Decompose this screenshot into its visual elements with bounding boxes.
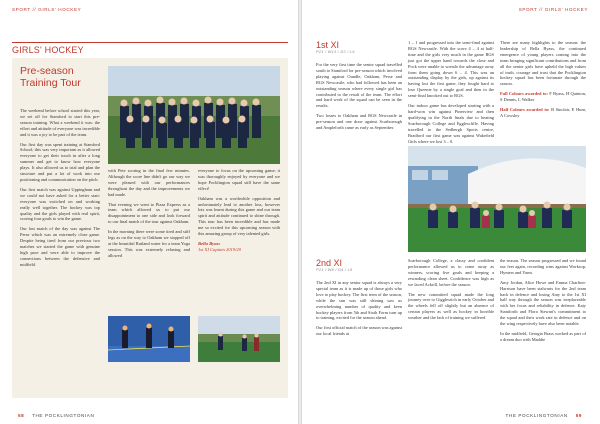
paragraph: Two losses to Oakham and RGS Newcastle in pre-season and one draw against Scarborough and Ampleforth came as early as September. (316, 113, 402, 131)
half-colours-label: Half Colours awarded to: (500, 107, 550, 113)
action-photo-outdoor (198, 316, 280, 362)
paragraph: The 2nd XI in any senior squad is always a very special team as it is made up of those girls who love to play hockey. The first term of the season, while the sun was still shining saw us overwhelming number of quality and keen hockey players from 5th and Sixth Form turn up to training, excited for the season ahead. (316, 280, 402, 321)
paragraph: The new committed squad made the long journey over to Gigglesrich in early October and the wheels fell off slightly but an absence of certain players as well as hockey in horrible weather and the lack of training we suffered (408, 291, 494, 321)
second-xi-header (316, 258, 406, 272)
paragraph: Scarborough College, a classy and confident performance allowed us to come away as winners, scoring five goals and keeping a rewarding clean sheet. Confidence was high as we faced Ackrill, before the season. (408, 258, 494, 287)
second-xi-title: 2nd XI (316, 258, 343, 268)
paragraph: Our indoor game has developed starting with a hard-won win against Pinesview and then qualifying in the North finals due to beating Scarborough College and Egglescliffe. Having travelled to the Sedbergh Sports centre, Bradford our first game was against Wakefield Girls where we lost 3 – 0. (408, 103, 494, 144)
paragraph: Oakham was a worthwhile opposition and unfortunately lead to another loss, however lots was learnt during this game and our team spirit and attitude continued to shine through. This tour has been incredible and has made me so excited for this upcoming season with this amazing group of very talented girls. (198, 195, 280, 237)
signature-block (198, 241, 280, 253)
half-colours (500, 107, 586, 119)
running-header-right: SPORT // GIRLS' HOCKEY (518, 7, 588, 12)
paragraph: In the midfield, Georgia Brass worked as part of a dream duo with Maddie (500, 330, 586, 342)
paragraph: Our last match of the day was against The Perse which was an extremely close game. Despite being tired from our previous two matches we started the game with genuine high pace and were able to improve the connections between the defensive and midfield. (20, 226, 100, 267)
paragraph: For the very first time the senior squad travelled south to Stamford for pre-season which involved playing against Oundle, Oakham, Perse and RGS Newcastle, who had followed has been an outstanding season where every single girl has contributed to the result of the team. The effort and hard work of the squad can be seen in the results. (316, 62, 402, 109)
action-photo-indoor (108, 316, 190, 362)
paragraph: Our first day was spent training at Stamford School; this was very important as it allowed everyone to get their touch in after a long summer and get to know how everyone plays. It also allowed us to trial and plan the structure and put a lot of work into our positioning and communication on the pitch. (20, 141, 100, 182)
paragraph: Our first official match of the season was against our local friends at (316, 325, 402, 337)
right-page (302, 0, 600, 424)
signature-role: 1st XI Captain 2019/20 (198, 246, 242, 252)
section-title: GIRLS' HOCKEY (12, 45, 84, 55)
paragraph: with Pete scoring in the final few minutes. Although the score line didn't go our way we were pleased with our performances throughout the day and the improvements we had made. (108, 168, 190, 197)
footer-right (506, 413, 588, 418)
paragraph: The weekend before school started this year, we set off for Stamford to start this pre-season training. What a weekend it was: the effort and attitude of everyone was incredible and it was a joy to be part of the team. (20, 108, 100, 137)
paragraph: everyone to focus on the upcoming game; it was thoroughly enjoyed by everyone and we hope Pocklington squad still have the same effect! (198, 168, 280, 191)
section-header-bar (12, 42, 288, 55)
running-header-left: SPORT // GIRLS' HOCKEY (12, 7, 82, 12)
signature-name: Bella Byass (198, 240, 221, 246)
left-column-3 (198, 168, 280, 253)
second-xi-column-2 (408, 258, 494, 325)
article-title: Pre-season Training Tour (20, 65, 81, 89)
half-colours-names: B Sinclair, E Hunt, A Cowsley (500, 107, 586, 118)
first-xi-column-2 (408, 40, 494, 148)
second-xi-column-1 (316, 280, 402, 341)
full-colours-names: F Byass, H Quinton, S Dennis, L Walker (500, 91, 586, 103)
publication-title-left: THE POCKLINGTONIAN (32, 413, 95, 418)
full-colours (500, 91, 586, 103)
bench-photo (408, 146, 586, 252)
second-xi-column-3 (500, 258, 586, 347)
paragraph: Amy Jordan, Alice Howe and Emma Charlton-Harrison have been stalwarts for the 2nd team back in defence and losing Amy to the 1st XI half way through the season was irreplaceable with her focus and reliability in defence. Katy Staniforth and Flora Stewart's commitment to the squad and their work rate in defence and on the wing respectively have also been notable. (500, 279, 586, 327)
footer-left (12, 413, 94, 418)
first-xi-record: P21 / W13 / D2 / L6 (316, 50, 355, 54)
paragraph: In the morning there were some tired and stiff legs as on the way to Oakham we stopped off at the beautiful Rutland water for a team Yoga session. This was extremely relaxing and allowed (108, 229, 190, 258)
full-colours-label: Full Colours awarded to: (500, 91, 548, 97)
page-number-right: 59 (575, 413, 582, 418)
first-xi-column-1 (316, 62, 402, 135)
paragraph: 1 – 1 and progressed into the semi-final against RGS Newcastle. With the score 4 – 4 at half-time and the girls very much in the game RGS just got the upper hand towards the close and Pock were unable to wrestle the advantage away from them going down 6 – 4. This was an outstanding display by the girls, up against its having lost the first game, they fought hard to lose Queenie by a single goal and then in the semi-final knocked out to RGS. (408, 40, 494, 99)
first-xi-header (316, 40, 406, 54)
first-xi-column-3 (500, 40, 586, 123)
publication-title-right: THE POCKLINGTONIAN (505, 413, 568, 418)
team-photo (108, 66, 280, 164)
second-xi-record: P21 / W8 / D4 / L9 (316, 268, 353, 272)
paragraph: That evening we went to Pizza Express as a team which allowed us to put our disappointment to one side and look forward to our final match of the tour against Oakham. (108, 201, 190, 225)
paragraph: Our first match was against Uppingham and we could not have asked for a better start: everyone was switched on and working really well together. The hockey was top quality and the girls played with real spirit, scoring four goals to win the game. (20, 186, 100, 222)
left-column-1 (20, 108, 100, 272)
left-column-2 (108, 168, 190, 263)
paragraph: the season. The season progressed and we found our feet again, recording wins against Worksop, Hymers and Yarm. (500, 258, 586, 275)
first-xi-title: 1st XI (316, 40, 340, 50)
left-page (0, 0, 298, 424)
page-number-left: 58 (18, 413, 25, 418)
paragraph: There are many highlights to the season: the leadership of Bella Byass, the continued emergence of young players coming into the team bringing significant contributions and from all the senior girls have upheld the high values of truth, courage and trust that the Pocklington hockey squad has been fortunate through the season. (500, 40, 586, 87)
